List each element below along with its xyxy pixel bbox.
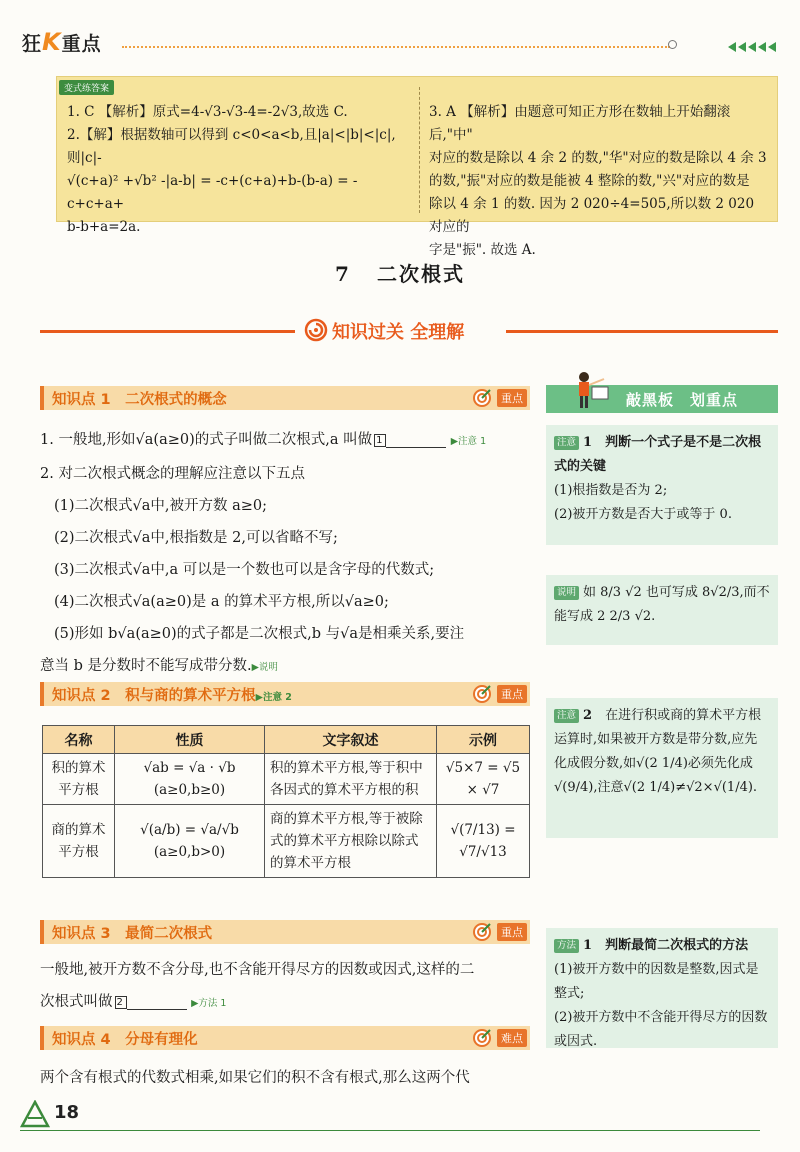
answer-2-line2: √(c+a)² +√b² -|a-b| = -c+(c+a)+b-(b-a) = -c+c+a+ — [67, 173, 358, 212]
method-1-title: 方法 1 判断最简二次根式的方法 — [554, 934, 770, 958]
kp4-label: 知识点 4 分母有理化 — [52, 1032, 198, 1048]
sidebar-note-2 — [546, 698, 778, 838]
blank-line-1 — [386, 432, 446, 448]
table-header-row — [43, 726, 530, 754]
sidebar-note-1 — [546, 425, 778, 545]
kp1-label: 知识点 1 二次根式的概念 — [52, 392, 227, 408]
page-number: 18 — [54, 1102, 80, 1123]
kp4-header — [40, 1026, 530, 1050]
kp2-badge: 重点 — [497, 685, 527, 703]
kp1-point3: (3)二次根式√a中,a 可以是一个数也可以是含字母的代数式; — [54, 562, 435, 578]
page-logo-icon — [20, 1100, 50, 1128]
answers-col-left — [67, 101, 407, 239]
note-tag: 注意 — [554, 709, 579, 723]
target-icon — [472, 922, 492, 942]
cell-description: 积的算术平方根,等于积中各因式的算术平方根的积 — [265, 754, 437, 805]
target-icon — [472, 1028, 492, 1048]
note-pointer-2: ▶注意 2 — [255, 692, 292, 703]
kp1-line2: 2. 对二次根式概念的理解应注意以下五点 — [40, 466, 305, 482]
col-header-name: 名称 — [43, 726, 115, 754]
note-2-text: 注意 2 在进行积或商的算术平方根运算时,如果被开方数是带分数,应先化成假分数,如√(2 1/4)必须先化成√(9/4),注意√(2 1/4)≠√2×√(1/4). — [554, 708, 762, 795]
kp1-body — [40, 424, 532, 684]
table-row — [43, 754, 530, 805]
kp1-point1: (1)二次根式√a中,被开方数 a≥0; — [54, 498, 268, 514]
kp3-badge: 重点 — [497, 923, 527, 941]
kp2-header — [40, 682, 530, 706]
method-1-item-2: (2)被开方数中不含能开得尽方的因数或因式. — [554, 1010, 768, 1049]
answer-2-line3: b-b+a=2a. — [67, 219, 141, 235]
kp3-line1: 一般地,被开方数不含分母,也不含能开得尽方的因数或因式,这样的二 — [40, 962, 475, 978]
section-name: 二次根式 — [376, 262, 465, 286]
answer-3-line2: 对应的数是除以 4 余 2 的数,"华"对应的数是除以 4 余 3 — [429, 150, 767, 166]
kp1-point5-line2: 意当 b 是分数时不能写成带分数.▶说明 — [40, 658, 278, 674]
blank-box-2: 2 — [115, 996, 127, 1009]
answer-3-line4: 除以 4 余 1 的数. 因为 2 020÷4=505,所以数 2 020 对应的 — [429, 196, 755, 235]
method-1-item-1: (1)被开方数中的因数是整数,因式是整式; — [554, 962, 759, 1001]
answer-3-line1: 3. A 【解析】由题意可知正方形在数轴上开始翻滚后,"中" — [429, 104, 731, 143]
note-pointer-method: ▶方法 1 — [191, 998, 227, 1009]
blank-box-1: 1 — [374, 434, 386, 447]
note-tag: 注意 — [554, 436, 579, 450]
kp3-label: 知识点 3 最简二次根式 — [52, 926, 213, 942]
note-1-item-2: (2)被开方数是否大于或等于 0. — [554, 507, 732, 522]
target-icon — [472, 388, 492, 408]
page-footer — [20, 1100, 90, 1130]
target-icon — [472, 684, 492, 704]
cell-name: 积的算术平方根 — [43, 754, 115, 805]
answers-tag: 变式练答案 — [59, 80, 114, 95]
kp2-label: 知识点 2 积与商的算术平方根▶注意 2 — [52, 688, 292, 704]
cell-example: √5×7 = √5 × √7 — [437, 754, 530, 805]
answers-divider — [419, 87, 420, 213]
table-row — [43, 805, 530, 878]
kp1-header — [40, 386, 530, 410]
cell-name: 商的算术平方根 — [43, 805, 115, 878]
swirl-icon — [304, 318, 328, 342]
header-circle-icon — [668, 40, 677, 49]
kp4-badge: 难点 — [497, 1029, 527, 1047]
explanation-tag: 说明 — [554, 586, 579, 600]
blank-line-2 — [127, 994, 187, 1010]
cell-property: √ab = √a · √b (a≥0,b≥0) — [115, 754, 265, 805]
page-header — [0, 0, 800, 66]
kp3-body — [40, 954, 532, 1020]
brand-logo: 狂K重点 — [22, 28, 102, 56]
method-tag: 方法 — [554, 939, 579, 953]
kp1-line1: 1. 一般地,形如√a(a≥0)的式子叫做二次根式,a 叫做 1 ▶注意 1 — [40, 432, 487, 448]
answers-col-right — [429, 101, 769, 262]
cell-example: √(7/13) = √7/√13 — [437, 805, 530, 878]
sidebar-explanation — [546, 575, 778, 645]
col-header-example: 示例 — [437, 726, 530, 754]
knowledge-banner — [300, 316, 504, 346]
answers-panel — [56, 76, 778, 258]
answer-3-line3: 的数,"振"对应的数是能被 4 整除的数,"兴"对应的数是 — [429, 173, 750, 189]
kp1-point5-line1: (5)形如 b√a(a≥0)的式子都是二次根式,b 与√a是相乘关系,要注 — [54, 626, 465, 642]
section-title — [0, 258, 800, 287]
kp1-point2: (2)二次根式√a中,根指数是 2,可以省略不写; — [54, 530, 338, 546]
kp4-line1: 两个含有根式的代数式相乘,如果它们的积不含有根式,那么这两个代 — [40, 1070, 470, 1086]
sidebar-method-1 — [546, 928, 778, 1048]
kp3-header — [40, 920, 530, 944]
teacher-icon — [570, 369, 610, 413]
note-1-item-1: (1)根指数是否为 2; — [554, 483, 668, 498]
banner-line-right — [506, 330, 778, 333]
answer-1: 1. C 【解析】原式=4-√3-√3-4=-2√3,故选 C. — [67, 104, 348, 120]
cell-property: √(a/b) = √a/√b (a≥0,b>0) — [115, 805, 265, 878]
header-dotted-line — [122, 46, 670, 48]
col-header-description: 文字叙述 — [265, 726, 437, 754]
sidebar-header — [546, 385, 778, 413]
sidebar-title: 敲黑板 划重点 — [626, 391, 739, 409]
section-number: 7 — [335, 262, 351, 286]
answer-2-line1: 2.【解】根据数轴可以得到 c<0<a<b,且|a|<|b|<|c|,则|c|- — [67, 127, 396, 166]
col-header-property: 性质 — [115, 726, 265, 754]
kp1-point4: (4)二次根式√a(a≥0)是 a 的算术平方根,所以√a≥0; — [54, 594, 389, 610]
banner-line-left — [40, 330, 295, 333]
footer-line — [20, 1130, 760, 1131]
header-arrows-icon — [690, 40, 780, 54]
properties-table — [42, 725, 530, 878]
banner-label: 知识过关 全理解 — [332, 322, 465, 343]
answer-3-line5: 字是"振". 故选 A. — [429, 242, 536, 258]
explanation-text: 说明 如 8/3 √2 也可写成 8√2/3,而不能写成 2 2/3 √2. — [554, 585, 770, 624]
note-1-title: 注意 1 判断一个式子是不是二次根式的关键 — [554, 435, 762, 474]
kp3-line2: 次根式叫做 2 ▶方法 1 — [40, 994, 227, 1010]
kp4-body — [40, 1062, 532, 1094]
note-pointer-shuoming: ▶说明 — [251, 662, 278, 673]
cell-description: 商的算术平方根,等于被除式的算术平方根除以除式的算术平方根 — [265, 805, 437, 878]
kp1-badge: 重点 — [497, 389, 527, 407]
note-pointer-1: ▶注意 1 — [450, 436, 487, 447]
